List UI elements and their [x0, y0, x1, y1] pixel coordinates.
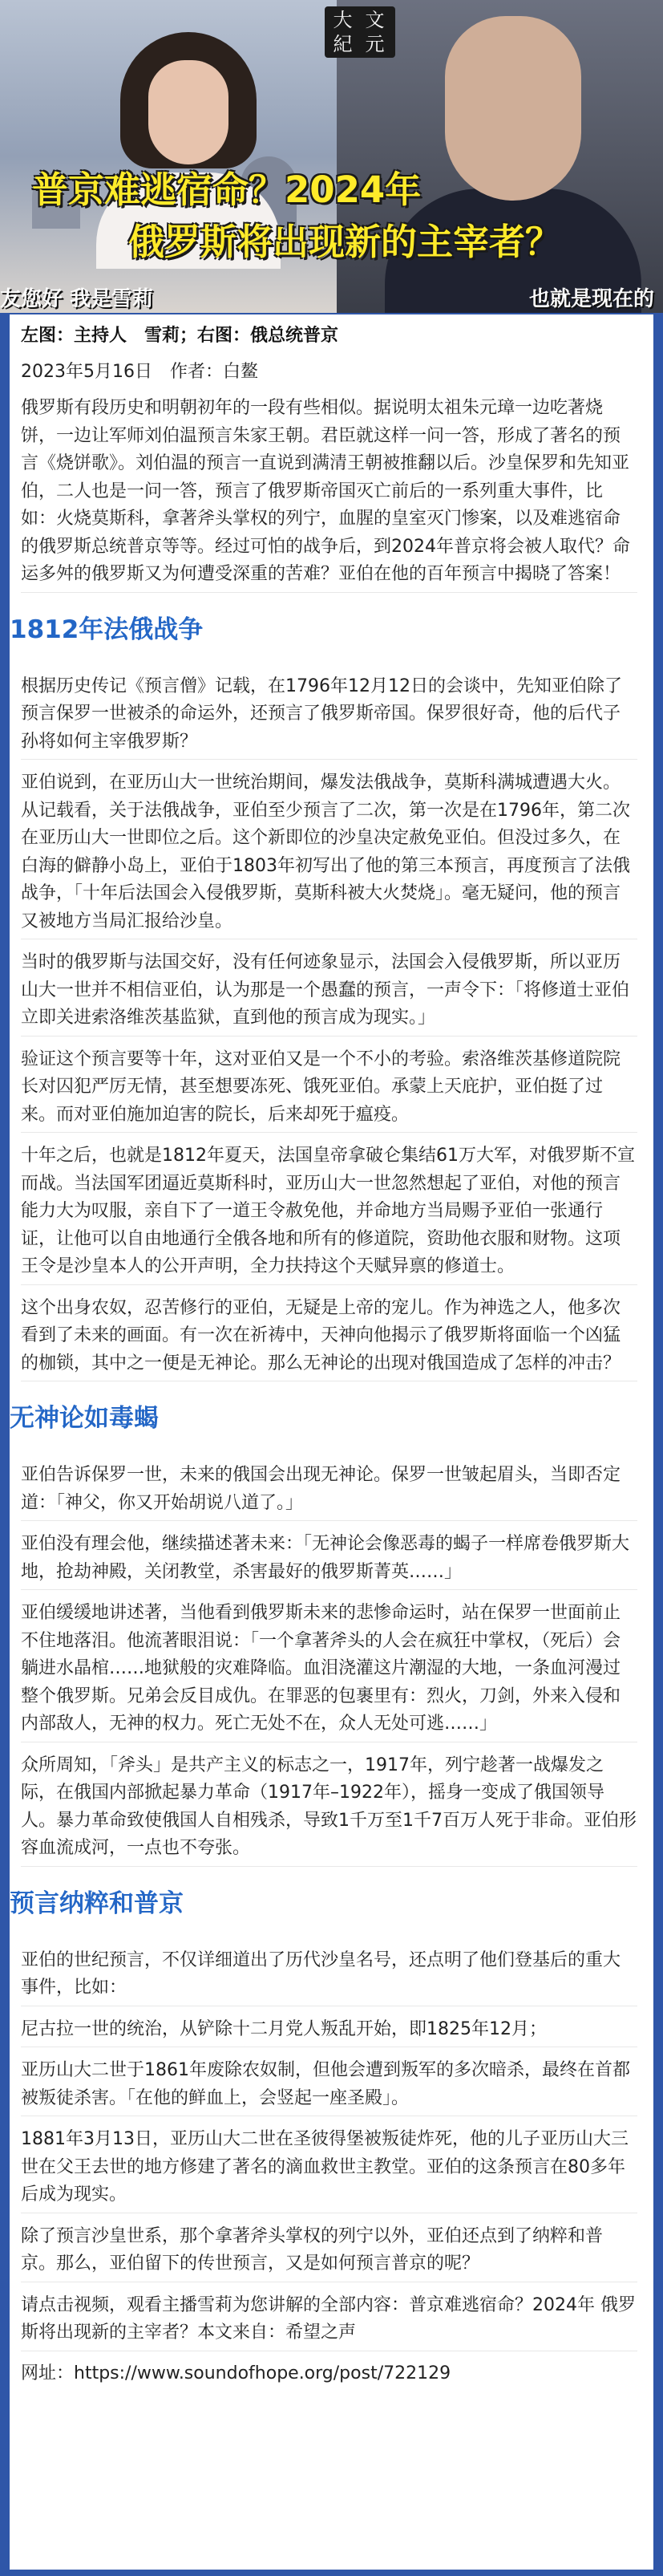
- source-url[interactable]: 网址：https://www.soundofhope.org/post/722129: [21, 2363, 451, 2383]
- paragraph: 亚伯没有理会他，继续描述著未来：「无神论会像恶毒的蝎子一样席卷俄罗斯大地，抢劫神殿，关闭教堂，杀害最好的俄罗斯菁英……」: [21, 1521, 637, 1590]
- paragraph: 亚伯告诉保罗一世，未来的俄国会出现无神论。保罗一世皱起眉头，当即否定道：「神父，你又开始胡说八道了。」: [21, 1452, 637, 1521]
- paragraph: 亚伯缓缓地讲述著，当他看到俄罗斯未来的悲惨命运时，站在保罗一世面前止不住地落泪。他流著眼泪说：「一个拿著斧头的人会在疯狂中掌权，（死后）会躺进水晶棺……地狱般的灾难降临。血泪浇灌这片潮湿的大地，一条血河漫过整个俄罗斯。兄弟会反目成仇。在罪恶的包裹里有：烈火，刀剑，外来入侵和内部敌人，无神的权力。死亡无处不在，众人无处可逃……」: [21, 1590, 637, 1742]
- paragraph: 尼古拉一世的统治，从铲除十二月党人叛乱开始，即1825年12月；: [21, 2006, 637, 2048]
- paragraph: 众所周知，「斧头」是共产主义的标志之一，1917年，列宁趁著一战爆发之际，在俄国内部掀起暴力革命（1917年–1922年），摇身一变成了俄国领导人。暴力革命致使俄国人自相残杀，导致1千万至1千7百万人死于非命。亚伯形容血流成河，一点也不夸张。: [21, 1742, 637, 1867]
- paragraph: 根据历史传记《预言僧》记载，在1796年12月12日的会谈中，先知亚伯除了预言保罗一世被杀的命运外，还预言了俄罗斯帝国。保罗很好奇，他的后代子孙将如何主宰俄罗斯？: [21, 663, 637, 761]
- paragraph: 亚伯说到，在亚历山大一世统治期间，爆发法俄战争，莫斯科满城遭遇大火。从记载看，关于法俄战争，亚伯至少预言了二次，第一次是在1796年，第二次在亚历山大一世即位之后。这个新即位的沙皇决定赦免亚伯。但没过多久，在白海的僻静小岛上，亚伯于1803年初写出了他的第三本预言，再度预言了法俄战争，「十年后法国会入侵俄罗斯，莫斯科被大火焚烧」。毫无疑问，他的预言又被地方当局汇报给沙皇。: [21, 760, 637, 939]
- logo-glyph: 紀: [333, 33, 355, 55]
- paragraph: 亚历山大二世于1861年废除农奴制，但他会遭到叛军的多次暗杀，最终在首都被叛徒杀害。「在他的鲜血上，会竖起一座圣殿」。: [21, 2047, 637, 2116]
- studio-background: [0, 0, 337, 313]
- paragraph: 1881年3月13日，亚历山大二世在圣彼得堡被叛徒炸死，他的儿子亚历山大三世在父王去世的地方修建了著名的滴血救世主教堂。亚伯的这条预言在80多年后成为现实。: [21, 2116, 637, 2213]
- paragraph: 当时的俄罗斯与法国交好，没有任何迹象显示，法国会入侵俄罗斯，所以亚历山大一世并不相信亚伯，认为那是一个愚蠢的预言，一声令下：「将修道士亚伯立即关进索洛维茨基监狱，直到他的预言成为现实。」: [21, 939, 637, 1036]
- section-heading: 无神论如毒蝎: [10, 1404, 159, 1433]
- logo-glyph: 文: [365, 9, 387, 31]
- paragraph: 请点击视频，观看主播雪莉为您讲解的全部内容：普京难逃宿命？2024年 俄罗斯将出现新的主宰者？本文来自：希望之声: [21, 2282, 637, 2351]
- headline-line-2: 俄罗斯将出现新的主宰者？: [128, 221, 562, 263]
- logo-glyph: 大: [333, 9, 355, 31]
- video-caption-left: 友您好 我是雪莉: [0, 287, 154, 311]
- paragraph: 这个出身农奴，忍苦修行的亚伯，无疑是上帝的宠儿。作为神选之人，他多次看到了未来的画面。有一次在祈祷中，天神向他揭示了俄罗斯将面临一个凶猛的枷锁，其中之一便是无神论。那么无神论的出现对俄国造成了怎样的冲击？: [21, 1285, 637, 1382]
- dateline: 2023年5月16日 作者：白鳌: [21, 362, 258, 382]
- figure-caption: 左图：主持人 雪莉；右图：俄总统普京: [21, 326, 339, 346]
- logo-glyph: 元: [365, 33, 387, 55]
- section-heading: 1812年法俄战争: [10, 615, 204, 644]
- paragraph: 亚伯的世纪预言，不仅详细道出了历代沙皇名号，还点明了他们登基后的重大事件，比如：: [21, 1937, 637, 2006]
- section-heading: 预言纳粹和普京: [10, 1888, 184, 1918]
- paragraph: 验证这个预言要等十年，这对亚伯又是一个不小的考验。索洛维茨基修道院院长对囚犯严厉无情，甚至想要冻死、饿死亚伯。承蒙上天庇护，亚伯挺了过来。而对亚伯施加迫害的院长，后来却死于瘟疫。: [21, 1036, 637, 1134]
- intro-paragraph: 俄罗斯有段历史和明朝初年的一段有些相似。据说明太祖朱元璋一边吃著烧饼，一边让军师刘伯温预言朱家王朝。君臣就这样一问一答，形成了著名的预言《烧饼歌》。刘伯温的预言一直说到满清王朝被推翻以后。沙皇保罗和先知亚伯，二人也是一问一答，预言了俄罗斯帝国灭亡前后的一系列重大事件，比如：火烧莫斯科，拿著斧头掌权的列宁，血腥的皇室灭门惨案，以及难逃宿命的俄罗斯总统普京等等。经过可怕的战争后，到2024年普京将会被人取代？命运多舛的俄罗斯又为何遭受深重的苦难？亚伯在他的百年预言中揭晓了答案！: [21, 385, 637, 593]
- article-body: [10, 314, 653, 2570]
- headline-line-1: 普京难逃宿命？2024年: [32, 168, 422, 211]
- hero-image: [0, 0, 663, 313]
- channel-logo: [325, 6, 395, 58]
- video-caption-right: 也就是现在的: [529, 287, 655, 311]
- paragraph: 十年之后，也就是1812年夏天，法国皇帝拿破仑集结61万大军，对俄罗斯不宣而战。当法国军团逼近莫斯科时，亚历山大一世忽然想起了亚伯，对他的预言能力大为叹服，亲自下了一道王令赦免他，并命地方当局赐予亚伯一张通行证，让他可以自由地通行全俄各地和所有的修道院，资助他衣服和财物。这项王令是沙皇本人的公开声明，全力扶持这个天赋异禀的修道士。: [21, 1133, 637, 1285]
- paragraph: 除了预言沙皇世系，那个拿著斧头掌权的列宁以外，亚伯还点到了纳粹和普京。那么，亚伯留下的传世预言，又是如何预言普京的呢？: [21, 2213, 637, 2282]
